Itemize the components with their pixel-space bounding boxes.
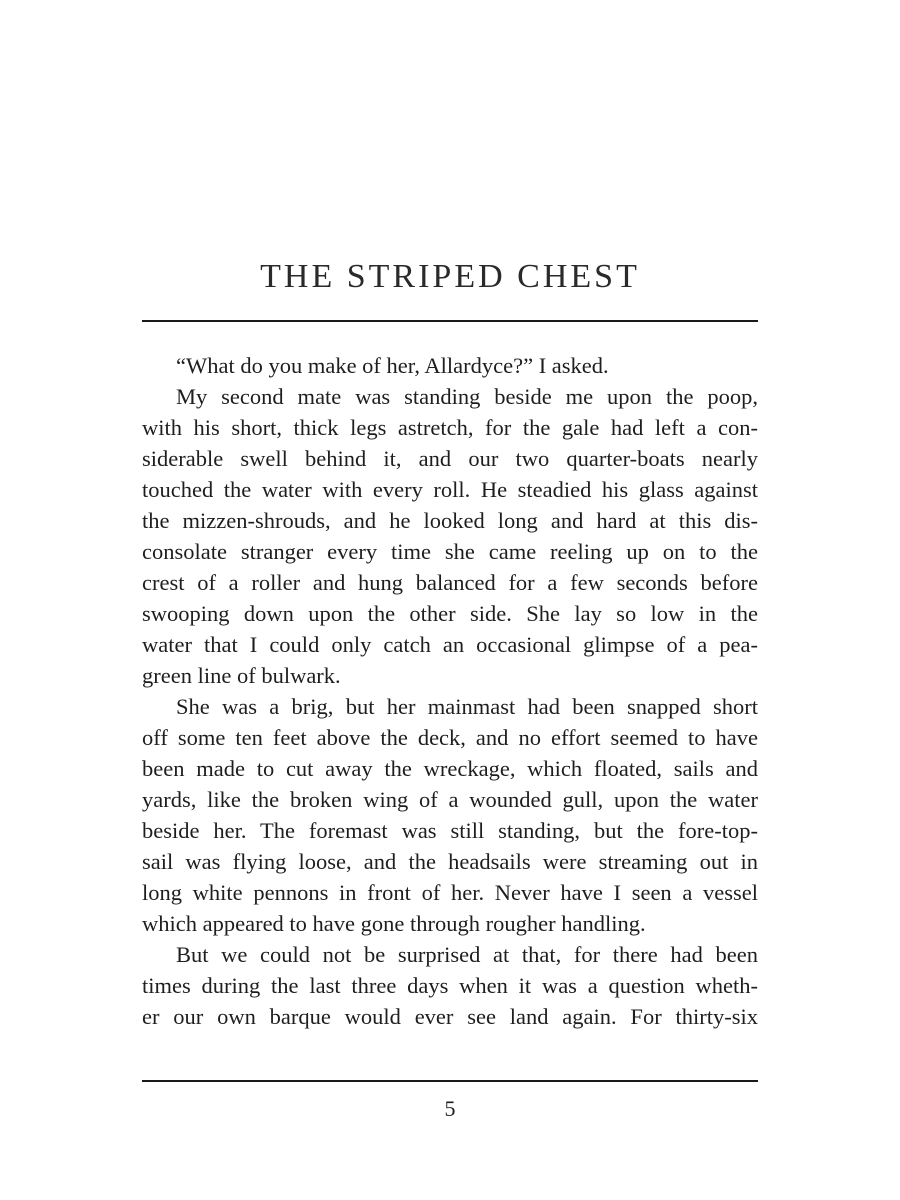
text-line: yards, like the broken wing of a wounded gull, upon the water — [142, 787, 758, 812]
paragraph-4 — [142, 939, 758, 1032]
text-line: My second mate was standing beside me upon the poop, — [176, 384, 758, 409]
text-line: been made to cut away the wreckage, which floated, sails and — [142, 756, 758, 781]
text-line: But we could not be surprised at that, for there had been — [176, 942, 758, 967]
text-line: green line of bulwark. — [142, 663, 341, 688]
text-line: swooping down upon the other side. She lay so low in the — [142, 601, 758, 626]
paragraph-2 — [142, 381, 758, 691]
text-line: times during the last three days when it was a question wheth- — [142, 973, 758, 998]
text-line: which appeared to have gone through rougher handling. — [142, 911, 646, 936]
text-line: long white pennons in front of her. Never have I seen a vessel — [142, 880, 758, 905]
text-line: er our own barque would ever see land again. For thirty-six — [142, 1004, 758, 1029]
text-line: beside her. The foremast was still standing, but the fore-top- — [142, 818, 758, 843]
page-number: 5 — [444, 1096, 456, 1121]
text-line: siderable swell behind it, and our two quarter-boats nearly — [142, 446, 758, 471]
footer-rule — [142, 1080, 758, 1082]
paragraph-3 — [142, 691, 758, 939]
text-line: touched the water with every roll. He steadied his glass against — [142, 477, 758, 502]
paragraph-1 — [142, 350, 758, 381]
text-line: She was a brig, but her mainmast had been snapped short — [176, 694, 758, 719]
title-rule — [142, 320, 758, 322]
text-line: with his short, thick legs astretch, for the gale had left a con- — [142, 415, 758, 440]
text-line: sail was flying loose, and the headsails were streaming out in — [142, 849, 758, 874]
text-line: the mizzen-shrouds, and he looked long and hard at this dis- — [142, 508, 758, 533]
text-line: “What do you make of her, Allardyce?” I asked. — [176, 353, 609, 378]
chapter-title: THE STRIPED CHEST — [260, 258, 640, 295]
text-line: consolate stranger every time she came reeling up on to the — [142, 539, 758, 564]
text-line: off some ten feet above the deck, and no effort seemed to have — [142, 725, 758, 750]
chapter-body — [142, 350, 758, 1032]
text-line: crest of a roller and hung balanced for a few seconds before — [142, 570, 758, 595]
text-line: water that I could only catch an occasional glimpse of a pea- — [142, 632, 758, 657]
